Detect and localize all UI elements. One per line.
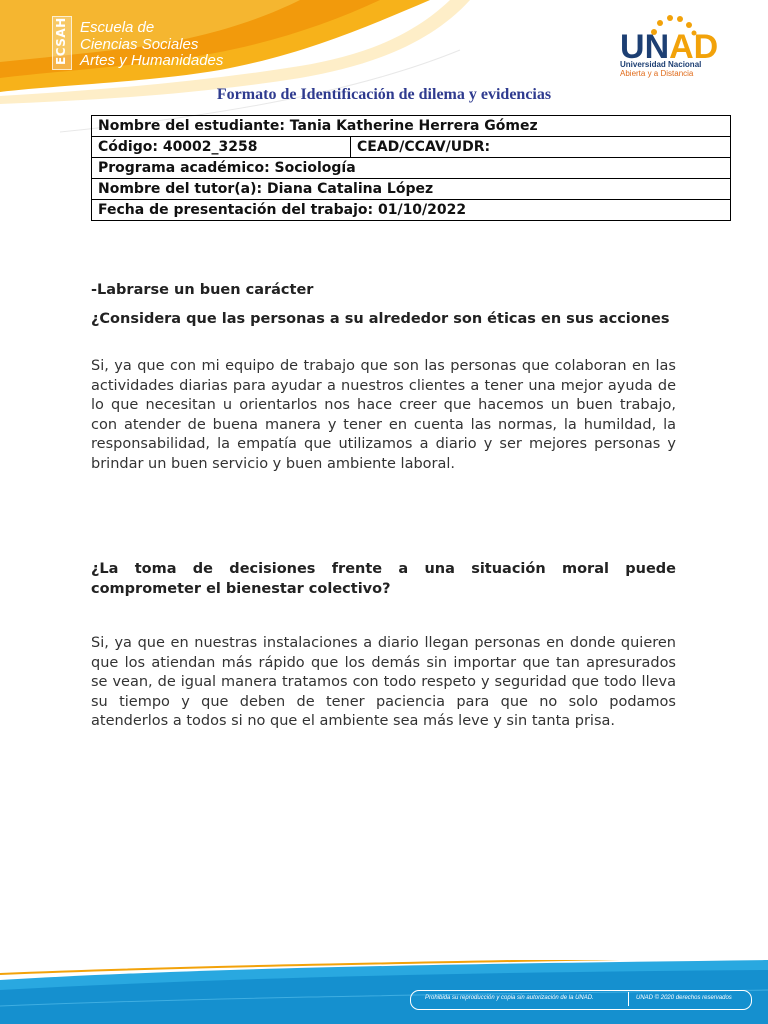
table-row xyxy=(92,116,731,137)
tutor-cell: Nombre del tutor(a): Diana Catalina López xyxy=(92,179,731,200)
logo-subtitle-1: Universidad Nacional xyxy=(620,60,702,69)
faculty-line-3: Artes y Humanidades xyxy=(80,52,224,69)
table-row xyxy=(92,179,731,200)
date-cell: Fecha de presentación del trabajo: 01/10/2022 xyxy=(92,200,731,221)
question-2: ¿La toma de decisiones frente a una situación moral puede comprometer el bienestar colectivo? xyxy=(91,561,676,597)
footer-copyright: UNAD © 2020 derechos reservados xyxy=(636,995,732,1001)
ecsah-tag xyxy=(52,16,72,70)
footer-notice: Prohibida su reproducción y copia sin autorización de la UNAD. xyxy=(425,995,594,1001)
logo-n: N xyxy=(644,28,670,66)
program-cell: Programa académico: Sociología xyxy=(92,158,731,179)
answer-1-block xyxy=(91,357,676,474)
question-2-block xyxy=(91,560,676,599)
logo-u: U xyxy=(620,28,645,66)
document-title: Formato de Identificación de dilema y evidencias xyxy=(216,86,552,103)
student-code-cell: Código: 40002_3258 xyxy=(92,137,351,158)
table-row xyxy=(92,200,731,221)
question-1-block xyxy=(91,310,676,330)
cead-cell: CEAD/CCAV/UDR: xyxy=(351,137,731,158)
student-name-cell: Nombre del estudiante: Tania Katherine Herrera Gómez xyxy=(92,116,731,137)
ecsah-label: ECSAH xyxy=(54,17,68,65)
table-row xyxy=(92,137,731,158)
answer-1: Si, ya que con mi equipo de trabajo que son las personas que colaboran en las actividades diarias para ayudar a nuestros clientes a tener una mejor ayuda de lo que necesitan u orientarlos nos hace creer que hacemos un buen trabajo, con atender de buena manera y tener en cuenta las normas, la humildad, la responsabilidad, la empatía que utilizamos a diario y ser mejores personas y brindar un buen servicio y buen ambiente laboral. xyxy=(91,358,676,472)
answer-2: Si, ya que en nuestras instalaciones a diario llegan personas en donde quieren que los atiendan más rápido que los demás sin importar que tan apresurados se vean, de igual manera tratamos con todo respeto y seguridad que todo lleva su tiempo y que deben de tener paciencia para que no solo podamos atenderlos a todos si no que el ambiente sea más leve y sin tanta prisa. xyxy=(91,635,676,729)
table-row xyxy=(92,158,731,179)
section-heading: -Labrarse un buen carácter xyxy=(91,282,314,298)
section-heading-block xyxy=(91,281,676,301)
faculty-line-1: Escuela de xyxy=(80,19,155,36)
answer-2-block xyxy=(91,634,676,732)
unad-logo xyxy=(618,14,728,82)
logo-ad: AD xyxy=(669,28,719,66)
logo-subtitle-2: Abierta y a Distancia xyxy=(620,69,694,78)
footer-divider xyxy=(628,992,629,1006)
question-1: ¿Considera que las personas a su alrededor son éticas en sus acciones xyxy=(91,311,670,327)
faculty-line-2: Ciencias Sociales xyxy=(80,36,199,53)
student-info-table xyxy=(91,115,731,221)
